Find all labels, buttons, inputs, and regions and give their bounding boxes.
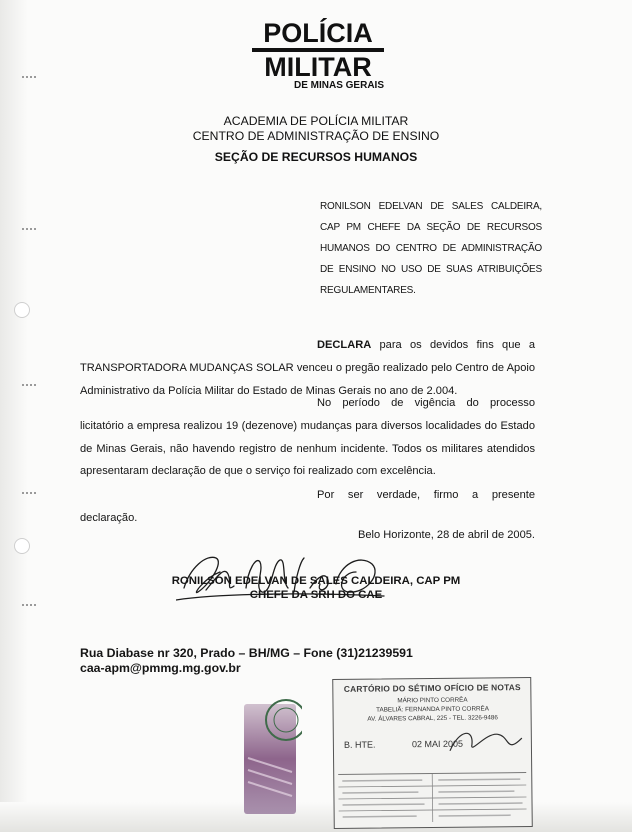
signatory-title: CHEFE DA SRH DO CAE [249, 589, 383, 601]
body-paragraph-2 [80, 392, 535, 483]
scan-mark [22, 492, 36, 494]
notary-title: CARTÓRIO DO SÉTIMO OFÍCIO DE NOTAS [343, 682, 521, 694]
notary-date-value: 02 MAI 2005 [411, 738, 464, 750]
notary-line-3: AV. ÁLVARES CABRAL, 225 - TEL. 3226-9486 [367, 714, 498, 723]
notary-signature [446, 724, 526, 759]
scan-bottom-shadow [0, 802, 632, 832]
notary-date-label: B. HTE. [343, 739, 376, 750]
scan-mark [22, 76, 36, 78]
date-line-block [80, 524, 535, 547]
header-academia: ACADEMIA DE POLÍCIA MILITAR [223, 114, 409, 128]
declara-keyword: DECLARA [317, 339, 372, 351]
notary-stamp [332, 677, 533, 829]
header-secao: SEÇÃO DE RECURSOS HUMANOS [214, 150, 418, 164]
punch-hole [14, 302, 30, 318]
notary-table-lines [338, 773, 526, 823]
notary-line-2: TABELIÃ: FERNANDA PINTO CORRÊA [376, 705, 489, 714]
email-line: caa-apm@pmmg.mg.gov.br [80, 661, 241, 675]
intro-paragraph: RONILSON EDELVAN DE SALES CALDEIRA, CAP PM CHEFE DA SEÇÃO DE RECURSOS HUMANOS DO CENTRO DE ADMINISTRAÇÃO DE ENSINO NO USO DE SUAS ATRIBUIÇÕES REGULAMENTARES. [320, 201, 542, 296]
scan-mark [22, 228, 36, 230]
body-paragraph-3 [80, 484, 535, 530]
policia-militar-logo [252, 20, 384, 91]
body-text-3: Por ser verdade, firmo a presente declaração. [80, 489, 535, 524]
fiscalization-seal [238, 698, 302, 818]
signatory-name: RONILSON EDELVAN DE SALES CALDEIRA, CAP PM [171, 575, 461, 587]
scan-mark [22, 384, 36, 386]
logo-line-3: DE MINAS GERAIS [293, 80, 384, 91]
header-centro: CENTRO DE ADMINISTRAÇÃO DE ENSINO [192, 129, 440, 143]
logo-line-2: MILITAR [264, 52, 372, 82]
scan-mark [22, 604, 36, 606]
notary-table [338, 772, 527, 823]
punch-hole [14, 538, 30, 554]
body-text-1: para os devidos fins que a TRANSPORTADORA MUDANÇAS SOLAR venceu o pregão realizado pelo Centro de Apoio Administrativo da Polícia Militar do Estado de Minas Gerais no ano de 2.004. [80, 339, 535, 397]
logo-line-1: POLÍCIA [263, 18, 373, 48]
address-line: Rua Diabase nr 320, Prado – BH/MG – Fone (31)21239591 [80, 646, 413, 660]
date-line: Belo Horizonte, 28 de abril de 2005. [357, 529, 535, 541]
notary-line-1: MÁRIO PINTO CORRÊA [397, 696, 468, 705]
body-text-2: No período de vigência do processo licitatório a empresa realizou 19 (dezenove) mudanças para diversos localidades do Estado de Minas Gerais, não havendo registro de nenhum incidente. Todos os militares atendidos apresentaram declaração de que o serviço foi realizado com excelência. [80, 397, 535, 478]
